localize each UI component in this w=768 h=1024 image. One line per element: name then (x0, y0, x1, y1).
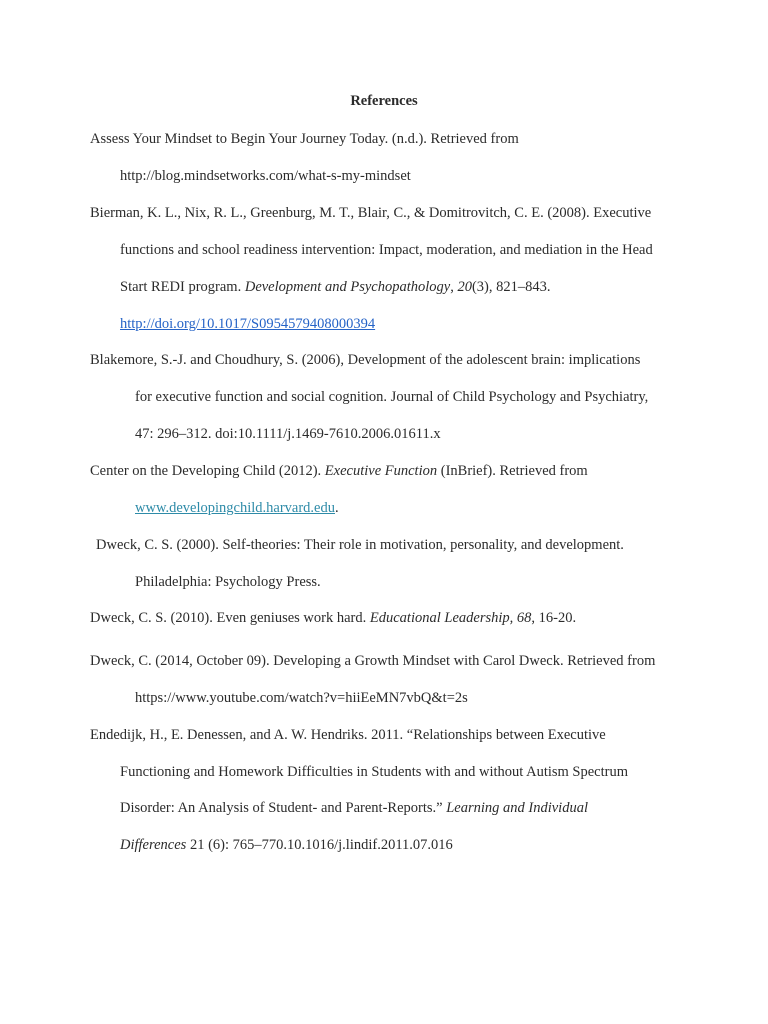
reference-2-text: Start REDI program. (120, 279, 245, 295)
reference-6-journal: Educational Leadership, 68 (369, 610, 532, 626)
reference-7-line-1: Dweck, C. (2014, October 09). Developing a Growth Mindset with Carol Dweck. Retrieved from (90, 653, 656, 669)
reference-2-line-3 (120, 278, 551, 296)
reference-4-title: Executive Function (324, 463, 438, 479)
reference-4-line-2 (135, 499, 339, 517)
journal-volume: 20 (457, 279, 472, 295)
reference-4-author: Center on the Developing Child (2012). (90, 463, 325, 479)
reference-3-line-2: for executive function and social cognition. Journal of Child Psychology and Psychiatry, (135, 389, 649, 405)
page-title: References (350, 93, 418, 109)
reference-8-line-1: Endedijk, H., E. Denessen, and A. W. Hendriks. 2011. “Relationships between Executive (90, 727, 606, 743)
reference-3-line-3: 47: 296–312. doi:10.1111/j.1469-7610.2006.01611.x (135, 426, 441, 442)
developingchild-link[interactable]: www.developingchild.harvard.edu (135, 500, 335, 516)
reference-1-line-1: Assess Your Mindset to Begin Your Journey Today. (n.d.). Retrieved from (90, 131, 519, 147)
reference-5-line-2: Philadelphia: Psychology Press. (135, 574, 321, 590)
reference-4-period: . (334, 500, 339, 516)
reference-2-line-1: Bierman, K. L., Nix, R. L., Greenburg, M. T., Blair, C., & Domitrovitch, C. E. (2008). Executive (90, 205, 652, 221)
reference-8-journal-cont: Differences (120, 837, 187, 853)
reference-2-line-4 (120, 315, 375, 333)
reference-7-line-2: https://www.youtube.com/watch?v=hiiEeMN7vbQ&t=2s (135, 690, 468, 706)
reference-5-line-1: Dweck, C. S. (2000). Self-theories: Their role in motivation, personality, and development. (96, 537, 624, 553)
doi-link[interactable]: http://doi.org/10.1017/S0954579408000394 (120, 316, 376, 332)
reference-8-line-3 (120, 799, 588, 817)
reference-8-line-4 (120, 836, 453, 854)
reference-2-punct: , (450, 279, 458, 295)
reference-2-pages: (3), 821–843. (471, 279, 551, 295)
reference-3-line-1: Blakemore, S.-J. and Choudhury, S. (2006), Development of the adolescent brain: implications (90, 352, 641, 368)
reference-2-line-2: functions and school readiness intervention: Impact, moderation, and mediation in the Head (120, 242, 653, 258)
reference-8-journal: Learning and Individual (446, 800, 588, 816)
reference-6-pages: , 16-20. (531, 610, 577, 626)
reference-4-retrieved: (InBrief). Retrieved from (437, 463, 588, 479)
reference-8-pages: 21 (6): 765–770.10.1016/j.lindif.2011.07.016 (186, 837, 453, 853)
reference-8-line-2: Functioning and Homework Difficulties in Students with and without Autism Spectrum (120, 764, 629, 780)
reference-6-line-1 (90, 609, 576, 627)
reference-6-text: Dweck, C. S. (2010). Even geniuses work hard. (90, 610, 370, 626)
reference-4-line-1 (90, 462, 588, 480)
reference-1-line-2: http://blog.mindsetworks.com/what-s-my-mindset (120, 168, 411, 184)
journal-title: Development and Psychopathology (244, 279, 451, 295)
reference-8-text: Disorder: An Analysis of Student- and Parent-Reports.” (120, 800, 447, 816)
